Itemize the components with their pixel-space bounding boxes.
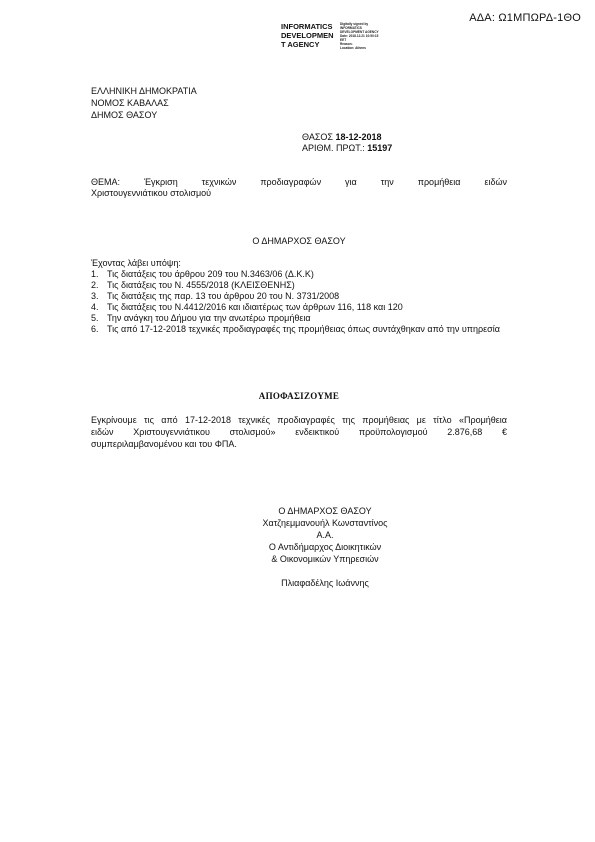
signature-aa: Α.Α. — [316, 530, 334, 540]
signature-title: Ο ΔΗΜΑΡΧΟΣ ΘΑΣΟΥ — [278, 506, 372, 516]
list-item: 4. Τις διατάξεις του Ν.4412/2016 και ιδιαιτέρως των άρθρων 116, 118 και 120 — [91, 302, 403, 312]
subject-block — [91, 177, 507, 199]
decision-line: ειδών Χριστουγεννιάτικου στολισμού» ενδεικτικού προϋπολογισμού 2.876,68 € — [91, 427, 507, 437]
subject-line: Χριστουγεννιάτικου στολισμού — [91, 188, 212, 198]
stamp-main-text: INFORMATICS DEVELOPMEN T AGENCY — [281, 22, 334, 49]
subject-line: ΘΕΜΑ: Έγκριση τεχνικών προδιαγραφών για την προμήθεια ειδών — [91, 177, 507, 187]
signature-deputy-title: Ο Αντιδήμαρχος Διοικητικών — [268, 542, 382, 552]
signature-gap — [230, 565, 420, 577]
issuer-line: ΝΟΜΟΣ ΚΑΒΑΛΑΣ — [91, 98, 169, 108]
list-item: 1. Τις διατάξεις του άρθρου 209 του Ν.3463/06 (Δ.Κ.Κ) — [91, 269, 314, 279]
digital-signature-stamp — [281, 22, 401, 58]
signature-block — [230, 505, 420, 589]
signature-mayor-name: Χατζηεμμανουήλ Κωνσταντίνος — [262, 518, 388, 528]
considerations-intro: Έχοντας λάβει υπόψη: — [91, 258, 181, 268]
decision-line: Εγκρίνουμε τις από 17-12-2018 τεχνικές προδιαγραφές της προμήθειας με τίτλο «Προμήθεια — [91, 415, 507, 425]
list-item: 5. Την ανάγκη του Δήμου για την ανωτέρω προμήθεια — [91, 313, 311, 323]
list-item: 2. Τις διατάξεις του Ν. 4555/2018 (ΚΛΕΙΣΘΕΝΗΣ) — [91, 280, 295, 290]
issuer-line: ΕΛΛΗΝΙΚΗ ΔΗΜΟΚΡΑΤΙΑ — [91, 86, 197, 96]
decision-heading: ΑΠΟΦΑΣΙΖΟΥΜΕ — [258, 391, 340, 401]
decision-line: συμπεριλαμβανομένου και του ΦΠΑ. — [91, 439, 237, 449]
list-item: 6. Τις από 17-12-2018 τεχνικές προδιαγραφές της προμήθειας όπως συντάχθηκαν από την υπηρεσία — [91, 324, 500, 334]
date-protocol-block — [302, 132, 392, 154]
ada-code: ΑΔΑ: Ω1ΜΠΩΡΔ-1ΘΟ — [469, 12, 581, 24]
list-item: 3. Τις διατάξεις της παρ. 13 του άρθρου 20 του Ν. 3731/2008 — [91, 291, 340, 301]
decision-body — [91, 414, 507, 450]
signature-deputy-name: Πλιαφαδέλης Ιωάννης — [281, 578, 369, 588]
mayor-heading: Ο ΔΗΜΑΡΧΟΣ ΘΑΣΟΥ — [252, 236, 346, 246]
stamp-small-text: Digitally signed by INFORMATICS DEVELOPMENT AGENCY Date: 2018.12.21 10:50:15 EET Reason: Location: Athens — [340, 22, 379, 50]
protocol-line: ΑΡΙΘΜ. ΠΡΩΤ.: 15197 — [302, 143, 393, 153]
date-line: ΘΑΣΟΣ 18-12-2018 — [302, 132, 382, 142]
considerations-list — [91, 269, 507, 335]
issuer-block — [91, 85, 197, 121]
issuer-line: ΔΗΜΟΣ ΘΑΣΟΥ — [91, 110, 158, 120]
signature-deputy-title-2: & Οικονομικών Υπηρεσιών — [271, 554, 379, 564]
